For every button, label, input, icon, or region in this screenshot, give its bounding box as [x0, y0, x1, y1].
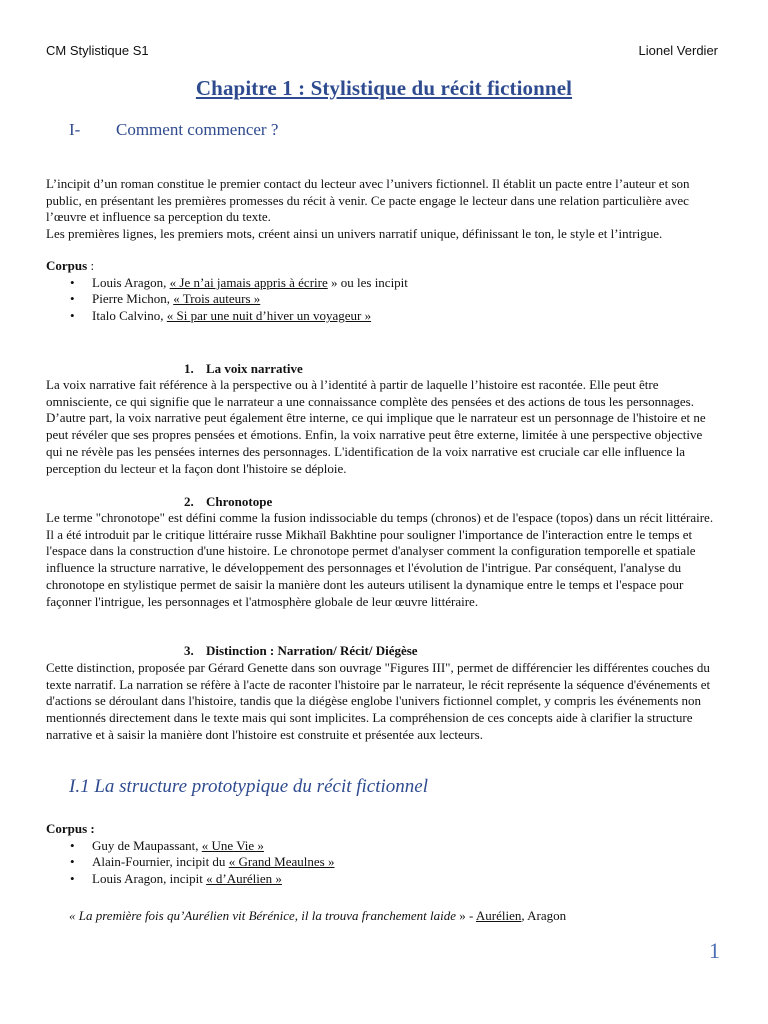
section-title: Comment commencer ?: [116, 120, 279, 139]
corpus-work-link[interactable]: « d’Aurélien »: [206, 871, 282, 887]
chapter-title: Chapitre 1 : Stylistique du récit fictionnel: [195, 76, 573, 100]
page-number: 1: [709, 938, 720, 963]
section-number: I-: [69, 120, 81, 139]
intro-paragraph: Les premières lignes, les premiers mots, créent ainsi un univers narratif unique, définissant le ton, le style et l’intrigue.: [46, 226, 663, 242]
corpus-work-link[interactable]: « Une Vie »: [201, 837, 264, 853]
corpus-work-link[interactable]: « Je n’ai jamais appris à écrire: [169, 274, 328, 290]
intro-paragraph: L’incipit d’un roman constitue le premier contact du lecteur avec l’univers fictionnel. Il établit un pacte entre l’auteur et son public, en présentant les premières promesses du récit à venir. Ce pacte engage le lecteur dans une relation particulière avec l’œuvre et influence sa perception du texte.: [46, 176, 690, 225]
corpus-author: Louis Aragon,: [92, 274, 170, 290]
subsection-heading: [184, 494, 272, 510]
corpus-block-2: [46, 821, 722, 888]
corpus-author: Louis Aragon, incipit: [92, 871, 207, 887]
corpus-after: » ou les incipit: [327, 274, 408, 290]
citation-author: , Aragon: [521, 908, 567, 923]
corpus-work-link[interactable]: « Grand Meaulnes »: [228, 854, 335, 870]
subsection-title: Distinction : Narration/ Récit/ Diégèse: [206, 643, 418, 658]
corpus-list: [46, 838, 722, 888]
corpus-work-link[interactable]: « Si par une nuit d’hiver un voyageur »: [166, 308, 372, 324]
intro-block: [46, 176, 722, 243]
corpus-author: Alain-Fournier, incipit du: [92, 854, 229, 870]
corpus-item: [46, 854, 722, 871]
corpus-label: Corpus: [46, 258, 88, 273]
citation: [69, 908, 566, 924]
subsection-paragraph: La voix narrative fait référence à la perspective ou à l’identité à partir de laquelle l’histoire est racontée. Elle peut être omnisciente, ce qui signifie que le narrateur a une connaissance complète des pensées et des actions de tous les personnages. D’autre part, la voix narrative peut également être interne, ce qui implique que le narrateur est un personnage de l'histoire et ne peut révéler que ses propres pensées et émotions. Enfin, la voix narrative peut être externe, limitée à une perspective objective qui ne révèle pas les pensées internes des personnages. L'identification de la voix narrative est cruciale car elle influence la perception du lecteur et la façon dont l'histoire se déploie.: [46, 377, 706, 476]
subsection-heading: [184, 643, 418, 659]
corpus-block: [46, 258, 722, 325]
header-author: Lionel Verdier: [638, 43, 718, 58]
corpus-item: [46, 871, 722, 888]
subsection-title: Chronotope: [206, 494, 273, 509]
corpus-work-link[interactable]: « Trois auteurs »: [173, 291, 261, 307]
header-course: CM Stylistique S1: [46, 43, 149, 58]
citation-text: « La première fois qu’Aurélien vit Bérénice, il la trouva franchement laide: [69, 908, 457, 923]
corpus-item: [46, 275, 722, 292]
corpus-item: [46, 291, 722, 308]
subsection-paragraph: Le terme "chronotope" est défini comme la fusion indissociable du temps (chronos) et de l'espace (topos) dans un récit littéraire. Il a été introduit par le critique littéraire russe Mikhaïl Bakhtine pour souligner l'importance de l'interaction entre le temps et l'espace dans la construction d'une histoire. Le chronotope permet d'analyser comment la configuration temporelle et spatiale influence la structure narrative, le développement des personnages et l'évolution de l'intrigue. Par conséquent, l'analyse du chronotope en stylistique permet de saisir la manière dont les auteurs utilisent la dynamique entre le temps et l'espace pour façonner l'intrigue, les personnages et l'atmosphère globale de leur œuvre littéraire.: [46, 510, 714, 609]
corpus-item: [46, 308, 722, 325]
subsection-paragraph: Cette distinction, proposée par Gérard Genette dans son ouvrage "Figures III", permet de différencier les différentes couches du texte narratif. La narration se réfère à l'acte de raconter l'histoire par le narrateur, le récit représente la séquence d'événements et d'actions se déroulant dans l'histoire, tandis que la diégèse englobe l'univers fictionnel complet, y compris les événements non mentionnés directement dans le texte mais qui sont implicites. La compréhension de ces concepts aide à clarifier la structure narrative et à saisir la manière dont l'histoire est construite et présentée aux lecteurs.: [46, 660, 711, 742]
subsection-number: 3.: [184, 643, 194, 658]
corpus-list: [46, 275, 722, 325]
subsection-title: La voix narrative: [206, 361, 303, 376]
corpus-label: Corpus :: [46, 821, 95, 836]
subsection-number: 1.: [184, 361, 194, 376]
corpus-author: Italo Calvino,: [92, 308, 167, 324]
corpus-item: [46, 838, 722, 855]
corpus-author: Guy de Maupassant,: [92, 837, 202, 853]
subsection-number: 2.: [184, 494, 194, 509]
citation-close: » -: [456, 908, 476, 923]
corpus-author: Pierre Michon,: [92, 291, 174, 307]
section-heading: [69, 120, 278, 140]
subsection-heading: [184, 361, 303, 377]
section-heading-2: I.1 La structure prototypique du récit fictionnel: [69, 776, 429, 797]
corpus-colon: :: [87, 258, 95, 273]
citation-work-link[interactable]: Aurélien: [475, 908, 522, 923]
